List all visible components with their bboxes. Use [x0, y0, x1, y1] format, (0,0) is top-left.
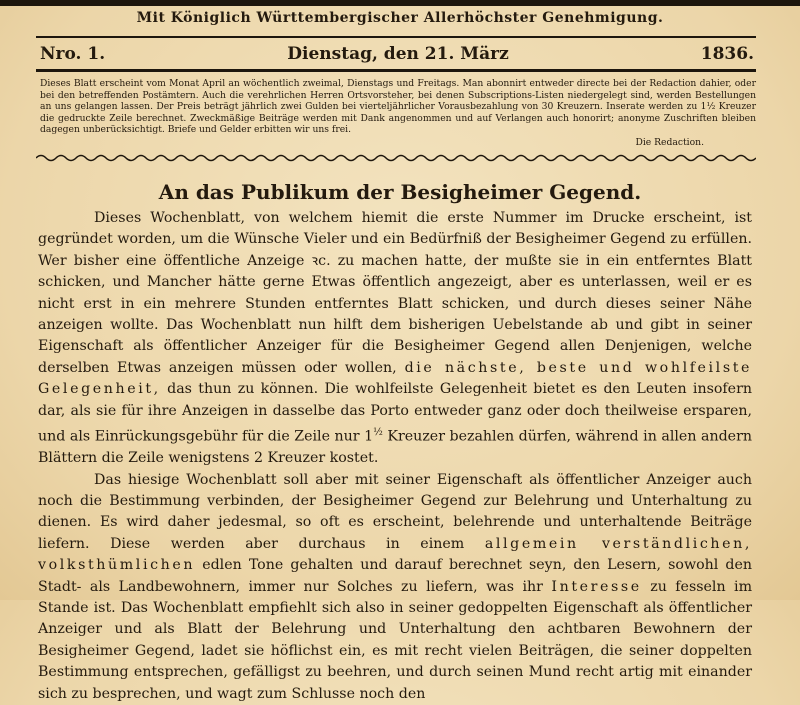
notice-text: Dieses Blatt erscheint vom Monat April an wöchentlich zweimal, Dienstags und Freitags. Man abonnirt entweder directe bei der Redaction dahier, oder bei den betreffenden Postämtern. Auch die verehrlichen Herren Ortsvorsteher, bei denen Subscriptions-Listen niedergelegt sind, werden Bestellungen an uns gelangen lassen. Der Preis beträgt jährlich zwei Gulden bei vierteljährlicher Vorausbezahlung von 30 Kreuzern. Inserate werden zu 1½ Kreuzer die gedruckte Zeile berechnet. Zweckmäßige Beiträge werden mit Dank angenommen und auf Verlangen auch honorirt; anonyme Zuschriften bleiben dagegen unberücksichtigt. Briefe und Gelder erbitten wir uns frei.	[40, 78, 756, 135]
article-body	[38, 208, 752, 705]
masthead-rule-bottom	[36, 69, 756, 72]
subscription-notice	[40, 78, 756, 148]
article-paragraph-1: Dieses Wochenblatt, von welchem hiemit die erste Nummer im Drucke erscheint, ist gegründet worden, um die Wünsche Vieler und ein Bedürfniß der Besigheimer Gegend zu erfüllen. Wer bisher eine öffentliche Anzeige ꝛc. zu machen hatte, der mußte sie in ein entferntes Blatt schicken, und Mancher hätte gerne Etwas öffentlich angezeigt, aber es unterlassen, weil er es nicht erst in ein mehrere Stunden entferntes Blatt schicken, und durch dieses seiner Nähe anzeigen wollte. Das Wochenblatt nun hilft dem bisherigen Uebelstande ab und gibt in seiner Eigenschaft als öffentlicher Anzeiger für die Besigheimer Gegend allen Denjenigen, welche derselben Etwas anzeigen müssen oder wollen, die nächste, beste und wohlfeilste Gelegenheit, das thun zu können. Die wohlfeilste Gelegenheit bietet es den Leuten insofern dar, als sie für ihre Anzeigen in dasselbe das Porto entweder ganz oder doch theilweise ersparen, und als Einrückungsgebühr für die Zeile nur $1^{\frac{1}{2}}$ Kreuzer bezahlen dürfen, während in allen andern Blättern die Zeile wenigstens 2 Kreuzer kostet.	[38, 210, 753, 467]
article-paragraph-2: Das hiesige Wochenblatt soll aber mit seiner Eigenschaft als öffentlicher Anzeiger auch noch die Bestimmung verbinden, der Besigheimer Gegend zur Belehrung und Unterhaltung zu dienen. Es wird daher jedesmal, so oft es erscheint, belehrende und unterhaltende Beiträge liefern. Diese werden aber durchaus in einem allgemein verständlichen, volksthümlichen edlen Tone gehalten und darauf berechnet seyn, den Lesern, sowohl den Stadt- als Landbewohnern, immer nur Solches zu liefern, was ihr Interesse zu fesseln im Stande ist. Das Wochenblatt empfiehlt sich also in seiner gedoppelten Eigenschaft als öffentlicher Anzeiger und als Blatt der Belehrung und Unterhaltung den achtbaren Bewohnern der Besigheimer Gegend, ladet sie höflichst ein, es mit recht vielen Beiträgen, die seiner doppelten Bestimmung entsprechen, gefälligst zu beehren, und durch seinen Mund recht artig mit einander sich zu besprechen, und wagt zum Schlusse noch den	[38, 471, 753, 702]
royal-approval-line: Mit Königlich Württembergischer Allerhöchster Genehmigung.	[136, 10, 664, 26]
top-border	[0, 0, 800, 6]
article-headline: An das Publikum der Besigheimer Gegend.	[158, 180, 642, 204]
issue-year: 1836.	[700, 44, 754, 64]
issue-date: Dienstag, den 21. März	[287, 44, 509, 64]
wavy-divider	[36, 153, 756, 163]
issue-number: Nro. 1.	[40, 44, 106, 64]
notice-signature: Die Redaction.	[635, 137, 704, 148]
masthead-rule-top	[36, 36, 756, 38]
masthead	[40, 44, 756, 66]
